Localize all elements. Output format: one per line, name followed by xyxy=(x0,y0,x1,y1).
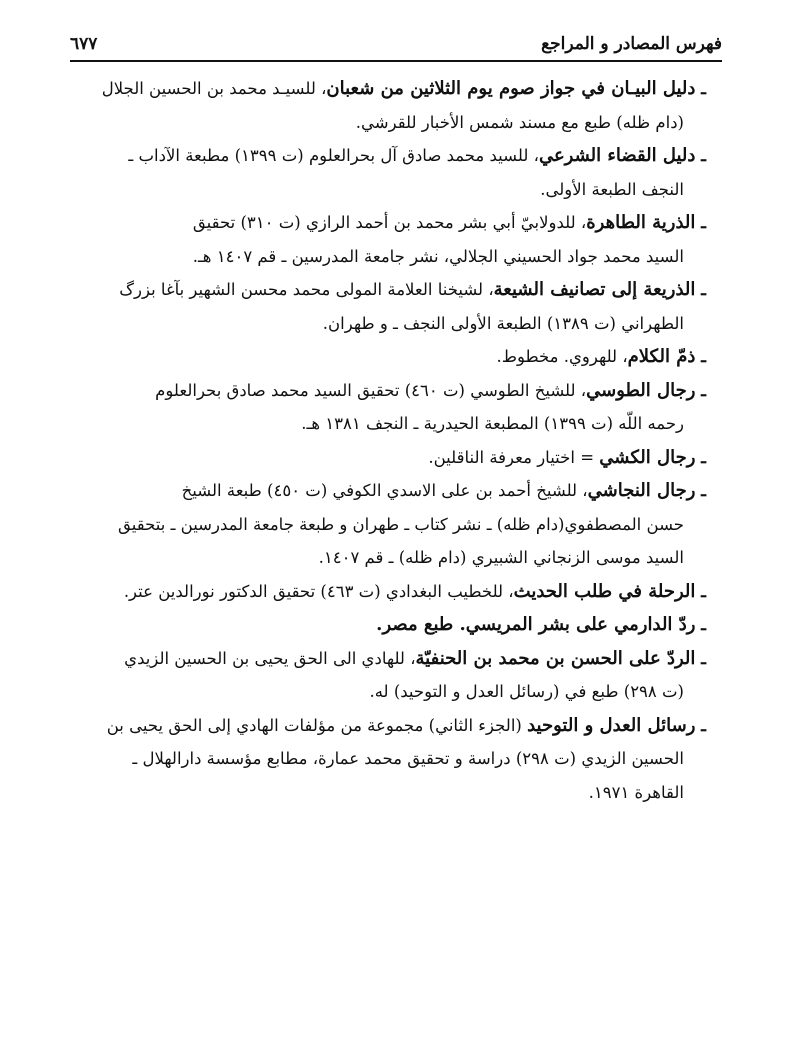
entry-first-line xyxy=(84,642,706,676)
entry-text: النجف الطبعة الأولى. xyxy=(540,179,684,199)
entry-continuation-line xyxy=(84,407,706,441)
entry-text: ، لشيخنا العلامة المولى محمد محسن الشهير بآغا بزرگ xyxy=(119,280,494,299)
entry-bullet-dash: ـ xyxy=(695,648,706,668)
entry-title: ذمّ الكلام xyxy=(627,346,696,367)
entry-text: السيد محمد جواد الحسيني الجلالي، نشر جامعة المدرسين ـ قم ١٤٠٧ هـ. xyxy=(192,246,684,266)
entry-continuation-line xyxy=(84,173,706,207)
bibliography-entry xyxy=(84,709,706,810)
entry-title: الردّ على الحسن بن محمد بن الحنفيّة xyxy=(415,647,696,669)
entry-first-line xyxy=(84,441,706,475)
entry-text: ، للهروي. مخطوط. xyxy=(496,347,628,366)
bibliography-entry xyxy=(84,273,706,340)
entry-continuation-line xyxy=(84,240,706,274)
entry-title: رجال النجاشي xyxy=(587,480,696,501)
entry-title: الذرية الطاهرة xyxy=(586,212,696,233)
bibliography-entry xyxy=(84,340,706,374)
running-title: فهرس المصادر و المراجع xyxy=(541,34,722,54)
entry-title: الذريعة إلى تصانيف الشيعة xyxy=(493,279,696,300)
entry-text: ، للشيخ أحمد بن على الاسدي الكوفي (ت ٤٥٠) طبعة الشيخ xyxy=(181,481,588,500)
entry-title: الرحلة في طلب الحديث xyxy=(513,580,696,602)
page-header xyxy=(70,28,722,62)
entry-text: الطهراني (ت ١٣٨٩) الطبعة الأولى النجف ـ و طهران. xyxy=(322,313,684,333)
bibliography-entry xyxy=(84,642,706,709)
entry-text: ، للشيخ الطوسي (ت ٤٦٠) تحقيق السيد محمد صادق بحرالعلوم xyxy=(155,380,587,400)
entry-first-line xyxy=(84,139,706,173)
entry-bullet-dash: ـ xyxy=(695,715,706,735)
bibliography-entry xyxy=(84,474,706,575)
entry-text: ، للدولابيّ أبي بشر محمد بن أحمد الرازي (ت ٣١٠) تحقيق xyxy=(192,213,587,232)
entry-bullet-dash: ـ xyxy=(695,213,706,232)
entry-title: رجال الطوسي xyxy=(586,379,696,401)
bibliography-entry xyxy=(84,608,706,642)
bibliography-entry xyxy=(84,139,706,206)
entry-bullet-dash: ـ xyxy=(695,347,706,366)
entry-text: = اختيار معرفة الناقلين. xyxy=(428,447,600,467)
entry-title: ردّ الدارمي على بشر المريسي. طبع مصر. xyxy=(376,614,696,635)
entry-bullet-dash: ـ xyxy=(695,146,706,165)
entry-text: (ت ٢٩٨) طبع في (رسائل العدل و التوحيد) له. xyxy=(369,682,684,701)
entry-bullet-dash: ـ xyxy=(695,79,706,98)
entry-first-line xyxy=(84,575,706,609)
bibliography-entry xyxy=(84,72,706,139)
bibliography-entry xyxy=(84,575,706,609)
entry-first-line xyxy=(84,374,706,408)
entry-title: دليل القضاء الشرعي xyxy=(538,145,696,166)
entry-text: رحمه اللّه (ت ١٣٩٩) المطبعة الحيدرية ـ النجف ١٣٨١ هـ. xyxy=(301,414,684,433)
entry-bullet-dash: ـ xyxy=(695,280,706,299)
entry-first-line xyxy=(84,474,706,508)
entry-bullet-dash: ـ xyxy=(695,615,706,634)
page-number: ٦٧٧ xyxy=(70,34,98,54)
entry-first-line xyxy=(84,273,706,307)
entry-text: القاهرة ١٩٧١. xyxy=(588,782,684,802)
entry-first-line xyxy=(84,72,706,106)
entry-text: ، للخطيب البغدادي (ت ٤٦٣) تحقيق الدكتور نورالدين عتر. xyxy=(123,581,514,601)
entry-text: السيد موسى الزنجاني الشبيري (دام ظله) ـ قم ١٤٠٧. xyxy=(318,548,684,567)
entry-continuation-line xyxy=(84,508,706,542)
entry-continuation-line xyxy=(84,675,706,709)
entry-first-line xyxy=(84,608,706,642)
bibliography-entry xyxy=(84,441,706,475)
entry-continuation-line xyxy=(84,307,706,341)
bibliography-entry xyxy=(84,206,706,273)
entry-title: رجال الكشي xyxy=(599,446,696,468)
entry-bullet-dash: ـ xyxy=(695,481,706,500)
entry-text: ، للهادي الى الحق يحيى بن الحسين الزيدي xyxy=(124,648,416,668)
entry-bullet-dash: ـ xyxy=(695,380,706,400)
entry-continuation-line xyxy=(84,106,706,140)
entry-first-line xyxy=(84,206,706,240)
entry-continuation-line xyxy=(84,742,706,776)
entry-title: دليل البيـان في جواز صوم يوم الثلاثين من شعبان xyxy=(326,78,696,99)
entry-title: رسائل العدل و التوحيد xyxy=(527,714,696,736)
bibliography-list xyxy=(84,72,706,809)
entry-continuation-line xyxy=(84,541,706,575)
entry-first-line xyxy=(84,340,706,374)
entry-text: (الجزء الثاني) مجموعة من مؤلفات الهادي إلى الحق يحيى بن xyxy=(106,715,528,735)
entry-first-line xyxy=(84,709,706,743)
entry-text: ، للسيـد محمد بن الحسين الجلال xyxy=(101,79,327,98)
entry-text: ، للسيد محمد صادق آل بحرالعلوم (ت ١٣٩٩) مطبعة الآداب ـ xyxy=(128,146,539,165)
header-divider xyxy=(70,60,722,62)
entry-text: الحسين الزيدي (ت ٢٩٨) دراسة و تحقيق محمد عمارة، مطابع مؤسسة دارالهلال ـ xyxy=(132,749,684,768)
entry-text: حسن المصطفوي(دام ظله) ـ نشر كتاب ـ طهران و طبعة جامعة المدرسين ـ بتحقيق xyxy=(118,514,684,534)
entry-continuation-line xyxy=(84,776,706,810)
entry-bullet-dash: ـ xyxy=(695,447,706,467)
entry-text: (دام ظله) طبع مع مسند شمس الأخبار للقرشي. xyxy=(355,112,684,132)
entry-bullet-dash: ـ xyxy=(695,581,706,601)
bibliography-entry xyxy=(84,374,706,441)
